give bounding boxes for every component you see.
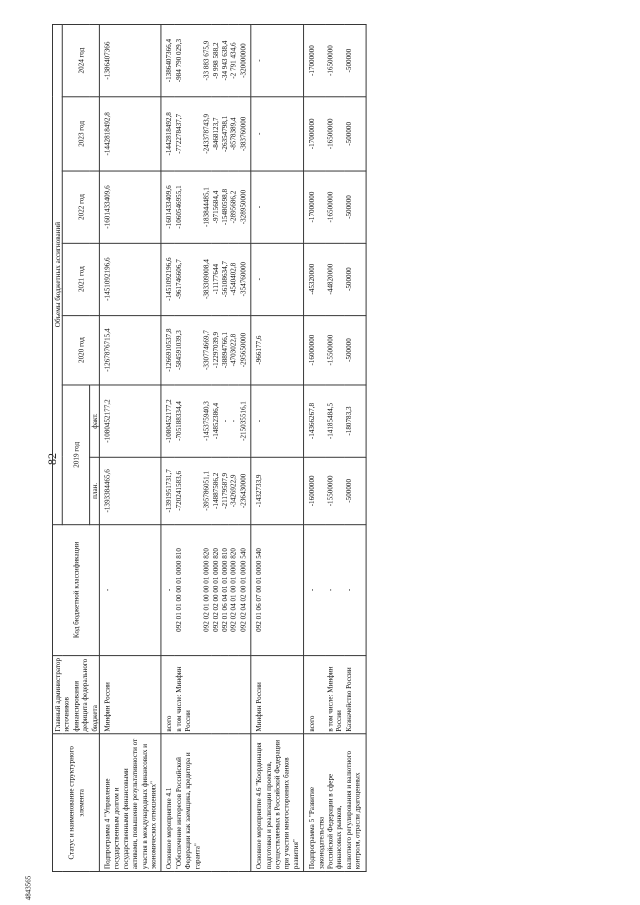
table-row (161, 24, 174, 871)
row-value-cell: -1267876715,4 (99, 315, 161, 385)
row-name-cell: Подпрограмма 4 "Управление государственным долгом и государственными финансовыми активами, повышение результативности от участия в международных финансовых и экономических отношениях" (99, 734, 161, 871)
row-value-cell: -1266910537,8 (161, 315, 174, 385)
table-row (304, 24, 326, 871)
row-value-cell: -21179587,9 (220, 457, 229, 525)
row-value-cell: -16000000 (304, 457, 326, 525)
row-value-cell: -395786051,1 (202, 457, 211, 525)
row-admin-cell: Казначейство России (344, 655, 366, 734)
row-value-cell: -961746606,7 (174, 243, 202, 315)
row-value-cell: -328950000 (238, 171, 251, 243)
row-code-cell: - (304, 525, 326, 656)
row-value-cell: -1386407366 (99, 24, 161, 96)
row-value-cell: -243378743,9 (202, 97, 211, 171)
row-name-cell: Подпрограмма 5 "Развитие законодательства (304, 734, 326, 871)
row-value-cell: -2895686,2 (229, 171, 238, 243)
row-value-cell: -1391951731,7 (161, 457, 174, 525)
header-plan: план. (89, 457, 99, 525)
row-value-cell: - (251, 243, 304, 315)
row-value-cell: -56108634,7 (220, 243, 229, 315)
row-value-cell: -15500000 (326, 315, 344, 385)
row-value-cell: -1442818492,8 (99, 97, 161, 171)
table-row (211, 24, 220, 871)
row-admin-cell (202, 655, 211, 734)
table-row (229, 24, 238, 871)
page-number: 82 (45, 453, 59, 465)
row-value-cell: -1601433409,6 (99, 171, 161, 243)
header-fact: факт. (89, 385, 99, 457)
row-value-cell: -3426922,9 (229, 457, 238, 525)
row-code-cell: 092 02 04 02 00 01 0000 540 (238, 525, 251, 656)
row-value-cell: -16500000 (326, 171, 344, 243)
row-value-cell: -16500000 (326, 24, 344, 96)
row-code-cell: - (326, 525, 344, 656)
row-name-cell (220, 734, 229, 871)
row-value-cell: - (251, 97, 304, 171)
row-value-cell: -354760000 (238, 243, 251, 315)
row-value-cell: -8578389,4 (229, 97, 238, 171)
row-value-cell: -2 791 434,6 (229, 24, 238, 96)
row-admin-cell (220, 655, 229, 734)
row-value-cell: -984 790 029,3 (174, 24, 202, 96)
table-row (174, 24, 202, 871)
row-value-cell: -17000000 (304, 97, 326, 171)
row-value-cell: -295650000 (238, 315, 251, 385)
row-value-cell: -16000000 (304, 315, 326, 385)
row-value-cell: - (220, 385, 229, 457)
row-value-cell: -44820000 (326, 243, 344, 315)
row-code-cell: - (99, 525, 161, 656)
row-value-cell: -500000 (344, 171, 366, 243)
row-value-cell: - (251, 171, 304, 243)
header-2021: 2021 год (63, 243, 100, 315)
header-2020: 2020 год (63, 315, 100, 385)
row-value-cell: -14852386,4 (211, 385, 220, 457)
header-code: Код бюджетной классификации (52, 525, 99, 656)
row-code-cell: 092 02 02 00 00 01 0000 820 (211, 525, 220, 656)
row-value-cell: -500000 (344, 24, 366, 96)
header-status: Статус и наименование структурного элемента (52, 734, 99, 871)
row-value-cell: -14887586,2 (211, 457, 220, 525)
row-value-cell: -584591039,3 (174, 315, 202, 385)
row-code-cell: 092 01 01 00 00 01 0000 810 (174, 525, 202, 656)
row-value-cell: -4540402,8 (229, 243, 238, 315)
row-value-cell: -1451092196,6 (161, 243, 174, 315)
row-value-cell: -500000 (344, 315, 366, 385)
table-row (238, 24, 251, 871)
row-name-cell (211, 734, 220, 871)
row-value-cell: -145375940,3 (202, 385, 211, 457)
row-value-cell: -330774669,7 (202, 315, 211, 385)
row-value-cell: -772278437,7 (174, 97, 202, 171)
header-2022: 2022 год (63, 171, 100, 243)
row-value-cell: -1060546955,1 (174, 171, 202, 243)
row-name-cell: Основное мероприятие 4.6 "Координация подготовки и реализации проектов, осуществляемых в Российской Федерации при участии многосторонних банков развития" (251, 734, 304, 871)
row-value-cell: -383760000 (238, 97, 251, 171)
row-value-cell: -33 883 675,9 (202, 24, 211, 96)
row-value-cell: -500000 (344, 243, 366, 315)
row-admin-cell (211, 655, 220, 734)
row-code-cell: 092 01 06 07 00 01 0000 540 (251, 525, 304, 656)
row-value-cell: -1432733,9 (251, 457, 304, 525)
row-value-cell: -320000000 (238, 24, 251, 96)
row-value-cell: -183844485,1 (202, 171, 211, 243)
row-value-cell: -12297039,9 (211, 315, 220, 385)
header-2023: 2023 год (63, 97, 100, 171)
row-admin-cell: всего (304, 655, 326, 734)
row-name-cell (202, 734, 211, 871)
row-code-cell: 092 02 04 01 00 01 0000 820 (229, 525, 238, 656)
row-value-cell: -4703022,8 (229, 315, 238, 385)
table-row (99, 24, 161, 871)
row-admin-cell: всего (161, 655, 174, 734)
row-value-cell: -9 998 588,2 (211, 24, 220, 96)
row-value-cell: -1386407366,4 (161, 24, 174, 96)
document-code: 4843565 (24, 875, 33, 901)
table-row (344, 24, 366, 871)
table-body (99, 24, 365, 871)
table-row (251, 24, 304, 871)
row-admin-cell: в том числе: Минфин России (326, 655, 344, 734)
row-value-cell: -14185484,5 (326, 385, 344, 457)
table-row (220, 24, 229, 871)
row-code-cell: - (161, 525, 174, 656)
row-value-cell: -383309008,4 (202, 243, 211, 315)
row-admin-cell: Минфин России (251, 655, 304, 734)
row-value-cell: -1393384465,6 (99, 457, 161, 525)
row-code-cell: 092 02 01 00 00 01 0000 820 (202, 525, 211, 656)
row-value-cell: -236430000 (238, 457, 251, 525)
row-value-cell: -1451092196,6 (99, 243, 161, 315)
row-name-cell (229, 734, 238, 871)
row-value-cell: -500000 (344, 97, 366, 171)
row-value-cell: -500000 (344, 457, 366, 525)
row-value-cell: - (251, 385, 304, 457)
row-value-cell: -1080452177,2 (161, 385, 174, 457)
header-2024: 2024 год (63, 24, 100, 96)
row-value-cell: - (229, 385, 238, 457)
row-value-cell: -215035516,1 (238, 385, 251, 457)
row-name-cell: Российской Федерации в сфере финансовых рынков, (326, 734, 344, 871)
table-row (202, 24, 211, 871)
header-volumes: Объемы бюджетных ассигнований (52, 24, 62, 524)
row-name-cell: валютного регулирования и валютного контроля, отрасли драгоценных (344, 734, 366, 871)
row-value-cell: -1601433409,6 (161, 171, 174, 243)
table-row (326, 24, 344, 871)
row-value-cell: -26354798,1 (220, 97, 229, 171)
header-2019: 2019 год (63, 385, 90, 525)
row-name-cell: "Обеспечение интересов Российской Федерации как заемщика, кредитора и гаранта" (174, 734, 202, 871)
row-admin-cell (229, 655, 238, 734)
row-name-cell: Основное мероприятие 4.1 (161, 734, 174, 871)
row-value-cell: -720241583,6 (174, 457, 202, 525)
row-value-cell: -16500000 (326, 97, 344, 171)
row-value-cell: -15500000 (326, 457, 344, 525)
row-value-cell: -9715684,4 (211, 171, 220, 243)
row-value-cell: -38894766,1 (220, 315, 229, 385)
row-admin-cell (238, 655, 251, 734)
rotated-table-container (52, 22, 609, 872)
row-name-cell (238, 734, 251, 871)
row-value-cell: - (251, 24, 304, 96)
row-value-cell: -34 943 638,4 (220, 24, 229, 96)
row-value-cell: -180783,3 (344, 385, 366, 457)
row-value-cell: -15480598,8 (220, 171, 229, 243)
row-value-cell: -14366267,8 (304, 385, 326, 457)
row-value-cell: -705188334,4 (174, 385, 202, 457)
row-value-cell: -1080452177,2 (99, 385, 161, 457)
header-admin: Главный администратор источников финансирования дефицита федерального бюджета (52, 655, 99, 734)
row-code-cell: - (344, 525, 366, 656)
row-value-cell: -1442818492,8 (161, 97, 174, 171)
row-value-cell: -17000000 (304, 171, 326, 243)
row-value-cell: -966177,6 (251, 315, 304, 385)
row-code-cell: 092 01 06 04 01 01 0000 810 (220, 525, 229, 656)
row-value-cell: -17000000 (304, 24, 326, 96)
row-value-cell: -45320000 (304, 243, 326, 315)
row-admin-cell: Минфин России (99, 655, 161, 734)
row-admin-cell: в том числе: Минфин России (174, 655, 202, 734)
budget-allocation-table (52, 24, 366, 872)
row-value-cell: -11177644 (211, 243, 220, 315)
row-value-cell: -8468123,7 (211, 97, 220, 171)
